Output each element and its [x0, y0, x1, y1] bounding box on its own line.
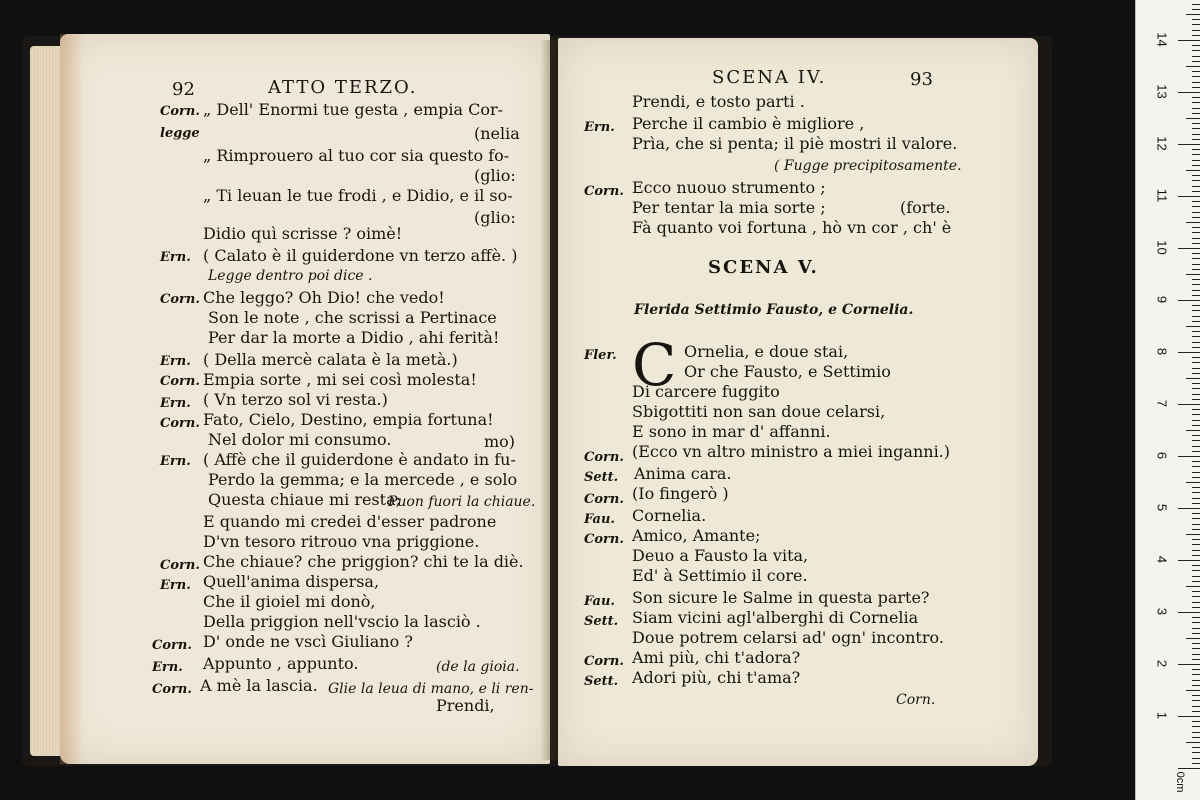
ruler-tick [1192, 175, 1200, 176]
ruler-tick [1192, 305, 1200, 306]
ruler-tick [1192, 752, 1200, 753]
ruler-tick [1192, 498, 1200, 499]
ruler-tick [1186, 14, 1200, 15]
ruler-tick [1192, 383, 1200, 384]
ruler-tick [1192, 139, 1200, 140]
ruler-tick [1178, 248, 1200, 249]
ruler-unit-label: 0cm [1174, 771, 1186, 793]
verse-line: Fà quanto voi fortuna , hò vn cor , ch' è [632, 218, 952, 237]
ruler-tick [1192, 477, 1200, 478]
ruler-tick [1192, 108, 1200, 109]
speaker: Corn. [584, 184, 624, 199]
ruler-tick [1192, 446, 1200, 447]
ruler-tick [1192, 258, 1200, 259]
speaker: Ern. [160, 354, 191, 369]
ruler-tick [1178, 352, 1200, 353]
ruler-tick [1192, 35, 1200, 36]
speaker: Corn. [160, 416, 200, 431]
ruler-tick [1192, 388, 1200, 389]
ruler-tick [1178, 612, 1200, 613]
verse-line: Che chiaue? che priggion? chi te la diè. [203, 552, 524, 571]
verse-line: „ Ti leuan le tue frodi , e Didio, e il so- [203, 186, 513, 205]
ruler-tick [1192, 24, 1200, 25]
ruler-tick [1192, 617, 1200, 618]
ruler-tick [1192, 71, 1200, 72]
ruler-number: 9 [1154, 295, 1170, 304]
ruler-tick [1192, 82, 1200, 83]
ruler-tick [1192, 529, 1200, 530]
ruler-number: 13 [1154, 84, 1170, 99]
verse-line: Appunto , appunto. [203, 654, 359, 673]
ruler-tick [1178, 456, 1200, 457]
verse-line: (forte. [900, 198, 951, 217]
ruler-tick [1192, 648, 1200, 649]
ruler-tick [1192, 113, 1200, 114]
ruler-tick [1192, 466, 1200, 467]
ruler-tick [1192, 565, 1200, 566]
ruler-tick [1192, 576, 1200, 577]
speaker: Ern. [584, 120, 615, 135]
verse-line: (glio: [474, 166, 516, 185]
ruler-tick [1192, 102, 1200, 103]
speaker: Ern. [160, 250, 191, 265]
ruler-tick [1192, 97, 1200, 98]
verse-line: Prendi, e tosto parti . [632, 92, 805, 111]
ruler-tick [1192, 295, 1200, 296]
drop-cap: C [632, 331, 677, 399]
ruler-tick [1192, 45, 1200, 46]
ruler-number: 4 [1154, 555, 1170, 564]
ruler-tick [1192, 425, 1200, 426]
stage-direction: Puon fuori la chiaue. [388, 494, 536, 510]
verse-line: Fato, Cielo, Destino, empia fortuna! [203, 410, 494, 429]
ruler-tick [1192, 186, 1200, 187]
left-page-number: 92 [172, 79, 195, 100]
ruler-tick [1192, 581, 1200, 582]
speaker: Corn. [160, 558, 200, 573]
ruler-tick [1192, 503, 1200, 504]
ruler-tick [1192, 737, 1200, 738]
ruler-number: 7 [1154, 399, 1170, 408]
verse-line: (nelia [474, 124, 520, 143]
ruler-tick [1192, 290, 1200, 291]
ruler-tick [1192, 685, 1200, 686]
speaker: Ern. [152, 660, 183, 675]
verse-line: „ Rimprouero al tuo cor sia questo fo- [203, 146, 510, 165]
right-running-head: SCENA IV. [712, 67, 827, 88]
scale-ruler [1135, 0, 1200, 800]
ruler-tick [1192, 253, 1200, 254]
verse-line: (Io fingerò ) [632, 484, 729, 503]
ruler-number: 1 [1154, 711, 1170, 720]
scene-heading: SCENA V. [708, 257, 819, 278]
ruler-tick [1192, 4, 1200, 5]
speaker: Corn. [152, 682, 192, 697]
ruler-number: 6 [1154, 451, 1170, 460]
ruler-tick [1192, 747, 1200, 748]
verse-line: Che leggo? Oh Dio! che vedo! [203, 288, 445, 307]
speaker: Fau. [584, 594, 615, 609]
verse-line: Doue potrem celarsi ad' ogn' incontro. [632, 628, 944, 647]
ruler-tick [1178, 404, 1200, 405]
ruler-tick [1192, 238, 1200, 239]
ruler-tick [1192, 206, 1200, 207]
ruler-tick [1178, 560, 1200, 561]
verse-line: ( Della mercè calata è la metà.) [203, 350, 458, 369]
verse-line: Nel dolor mi consumo. [208, 430, 392, 449]
speaker: legge [160, 126, 200, 141]
ruler-tick [1186, 690, 1200, 691]
verse-line: Empia sorte , mi sei così molesta! [203, 370, 477, 389]
ruler-tick [1192, 61, 1200, 62]
ruler-tick [1192, 134, 1200, 135]
speaker: Ern. [160, 396, 191, 411]
speaker: Corn. [160, 292, 200, 307]
ruler-tick [1192, 487, 1200, 488]
ruler-tick [1192, 550, 1200, 551]
ruler-tick [1192, 706, 1200, 707]
verse-line: Perdo la gemma; e la mercede , e solo [208, 470, 518, 489]
ruler-tick [1192, 154, 1200, 155]
verse-line: A mè la lascia. [200, 676, 318, 695]
ruler-tick [1178, 508, 1200, 509]
speaker: Corn. [160, 374, 200, 389]
ruler-tick [1192, 591, 1200, 592]
verse-line: Siam vicini agl'alberghi di Cornelia [632, 608, 919, 627]
right-page-number: 93 [910, 69, 933, 90]
ruler-tick [1192, 669, 1200, 670]
ruler-number: 3 [1154, 607, 1170, 616]
verse-line: Questa chiaue mi resta; [208, 490, 401, 509]
verse-line: Ed' à Settimio il core. [632, 566, 808, 585]
speaker: Corn. [584, 532, 624, 547]
stage-direction: Glie la leua di mano, e li ren- [328, 681, 534, 697]
ruler-tick [1192, 409, 1200, 410]
catchword: Prendi, [436, 696, 495, 715]
verse-line: Ami più, chi t'adora? [632, 648, 801, 667]
ruler-tick [1192, 30, 1200, 31]
verse-line: Sbigottiti non san doue celarsi, [632, 402, 886, 421]
ruler-tick [1192, 726, 1200, 727]
speaker: Fau. [584, 512, 615, 527]
verse-line: Son sicure le Salme in questa parte? [632, 588, 930, 607]
ruler-tick [1192, 513, 1200, 514]
ruler-tick [1186, 274, 1200, 275]
ruler-tick [1192, 622, 1200, 623]
ruler-tick [1192, 399, 1200, 400]
ruler-tick [1186, 586, 1200, 587]
ruler-tick [1192, 165, 1200, 166]
verse-line: D' onde ne vscì Giuliano ? [203, 632, 413, 651]
ruler-tick [1192, 217, 1200, 218]
ruler-tick [1192, 269, 1200, 270]
ruler-tick [1192, 76, 1200, 77]
ruler-tick [1178, 300, 1200, 301]
ruler-tick [1192, 633, 1200, 634]
ruler-tick [1192, 149, 1200, 150]
speaker: Corn. [584, 654, 624, 669]
ruler-tick [1186, 326, 1200, 327]
ruler-tick [1192, 160, 1200, 161]
ruler-tick [1186, 378, 1200, 379]
ruler-tick [1192, 50, 1200, 51]
ruler-tick [1178, 664, 1200, 665]
ruler-tick [1192, 596, 1200, 597]
ruler-tick [1178, 92, 1200, 93]
speaker: Sett. [584, 614, 619, 629]
ruler-tick [1192, 362, 1200, 363]
ruler-tick [1192, 227, 1200, 228]
ruler-tick [1192, 732, 1200, 733]
verse-line: Di carcere fuggito [632, 382, 780, 401]
verse-line: Didio quì scrisse ? oimè! [203, 224, 403, 243]
stage-direction: (de la gioia. [436, 659, 520, 675]
ruler-tick [1192, 368, 1200, 369]
speaker: Ern. [160, 578, 191, 593]
ruler-tick [1186, 534, 1200, 535]
ruler-tick [1192, 544, 1200, 545]
verse-line: (glio: [474, 208, 516, 227]
ruler-tick [1192, 461, 1200, 462]
verse-line: „ Dell' Enormi tue gesta , empia Cor- [203, 100, 504, 119]
left-running-head: ATTO TERZO. [268, 77, 418, 98]
ruler-tick [1192, 191, 1200, 192]
verse-line: Perche il cambio è migliore , [632, 114, 865, 133]
ruler-number: 14 [1154, 32, 1170, 47]
ruler-tick [1192, 310, 1200, 311]
verse-line: Deuo a Fausto la vita, [632, 546, 809, 565]
ruler-number: 11 [1154, 188, 1170, 203]
ruler-tick [1192, 331, 1200, 332]
ruler-tick [1192, 373, 1200, 374]
ruler-number: 8 [1154, 347, 1170, 356]
ruler-tick [1192, 316, 1200, 317]
verse-line: ( Affè che il guiderdone è andato in fu- [203, 450, 516, 469]
ruler-tick [1192, 9, 1200, 10]
stage-direction: ( Fugge precipitosamente. [774, 158, 962, 174]
ruler-tick [1192, 212, 1200, 213]
verse-line: mo) [484, 432, 516, 451]
ruler-number: 5 [1154, 503, 1170, 512]
ruler-tick [1192, 763, 1200, 764]
ruler-tick [1192, 357, 1200, 358]
catchword: Corn. [896, 692, 936, 708]
verse-line: E quando mi credei d'esser padrone [203, 512, 497, 531]
ruler-tick [1192, 659, 1200, 660]
ruler-number: 2 [1154, 659, 1170, 668]
ruler-tick [1192, 700, 1200, 701]
ruler-tick [1192, 420, 1200, 421]
ruler-tick [1192, 680, 1200, 681]
ruler-tick [1192, 451, 1200, 452]
ruler-tick [1192, 628, 1200, 629]
ruler-tick [1186, 222, 1200, 223]
ruler-tick [1192, 232, 1200, 233]
speaker: Sett. [584, 470, 619, 485]
ruler-tick [1192, 321, 1200, 322]
verse-line: Cornelia. [632, 506, 707, 525]
cast-line: Flerida Settimio Fausto, e Cornelia. [634, 302, 914, 318]
verse-line: Che il gioiel mi donò, [203, 592, 376, 611]
ruler-tick [1178, 40, 1200, 41]
verse-line: Ecco nuouo strumento ; [632, 178, 826, 197]
ruler-tick [1186, 170, 1200, 171]
ruler-tick [1178, 144, 1200, 145]
ruler-tick [1192, 492, 1200, 493]
ruler-tick [1186, 118, 1200, 119]
ruler-tick [1192, 654, 1200, 655]
verse-line: E sono in mar d' affanni. [632, 422, 831, 441]
ruler-tick [1192, 570, 1200, 571]
speaker: Fler. [584, 348, 617, 363]
verse-line: Della priggion nell'vscio la lasciò . [203, 612, 481, 631]
ruler-tick [1186, 638, 1200, 639]
verse-line: Adori più, chi t'ama? [632, 668, 801, 687]
ruler-tick [1192, 758, 1200, 759]
verse-line: Ornelia, e doue stai, [684, 342, 849, 361]
ruler-tick [1192, 524, 1200, 525]
ruler-tick [1186, 430, 1200, 431]
ruler-tick [1178, 768, 1200, 769]
ruler-number: 12 [1154, 136, 1170, 151]
verse-line: D'vn tesoro ritrouo vna priggione. [203, 532, 480, 551]
ruler-tick [1192, 435, 1200, 436]
ruler-tick [1192, 643, 1200, 644]
ruler-tick [1192, 336, 1200, 337]
verse-line: Son le note , che scrissi a Pertinace [208, 308, 497, 327]
ruler-tick [1178, 716, 1200, 717]
speaker: Ern. [160, 454, 191, 469]
speaker: Corn. [152, 638, 192, 653]
ruler-tick [1192, 87, 1200, 88]
speaker: Sett. [584, 674, 619, 689]
ruler-tick [1186, 742, 1200, 743]
ruler-tick [1192, 56, 1200, 57]
ruler-tick [1192, 674, 1200, 675]
verse-line: ( Calato è il guiderdone vn terzo affè. ) [203, 246, 518, 265]
verse-line: (Ecco vn altro ministro a miei inganni.) [632, 442, 951, 461]
speaker: Corn. [584, 450, 624, 465]
ruler-tick [1192, 201, 1200, 202]
ruler-tick [1192, 539, 1200, 540]
verse-line: Anima cara. [634, 464, 732, 483]
ruler-tick [1192, 128, 1200, 129]
ruler-tick [1192, 342, 1200, 343]
ruler-tick [1192, 711, 1200, 712]
stage-direction: Legge dentro poi dice . [208, 268, 373, 284]
ruler-tick [1186, 66, 1200, 67]
ruler-tick [1192, 284, 1200, 285]
ruler-tick [1192, 472, 1200, 473]
verse-line: Prìa, che si penta; il piè mostri il valore. [632, 134, 958, 153]
speaker: Corn. [584, 492, 624, 507]
verse-line: Quell'anima dispersa, [203, 572, 380, 591]
ruler-tick [1192, 243, 1200, 244]
edge-stain [60, 34, 84, 764]
ruler-tick [1192, 695, 1200, 696]
ruler-number: 10 [1154, 240, 1170, 255]
ruler-tick [1192, 602, 1200, 603]
ruler-tick [1192, 394, 1200, 395]
ruler-tick [1192, 414, 1200, 415]
ruler-tick [1192, 721, 1200, 722]
ruler-tick [1178, 196, 1200, 197]
ruler-tick [1192, 607, 1200, 608]
verse-line: Or che Fausto, e Settimio [684, 362, 891, 381]
ruler-tick [1192, 264, 1200, 265]
verse-line: Per tentar la mia sorte ; [632, 198, 826, 217]
verse-line: Per dar la morte a Didio , ahi ferità! [208, 328, 500, 347]
ruler-tick [1192, 19, 1200, 20]
ruler-tick [1192, 440, 1200, 441]
ruler-tick [1192, 279, 1200, 280]
ruler-tick [1186, 482, 1200, 483]
ruler-tick [1192, 123, 1200, 124]
ruler-tick [1192, 555, 1200, 556]
ruler-tick [1192, 347, 1200, 348]
ruler-tick [1192, 518, 1200, 519]
verse-line: Amico, Amante; [632, 526, 761, 545]
verse-line: ( Vn terzo sol vi resta.) [203, 390, 388, 409]
speaker: Corn. [160, 104, 200, 119]
ruler-tick [1192, 180, 1200, 181]
